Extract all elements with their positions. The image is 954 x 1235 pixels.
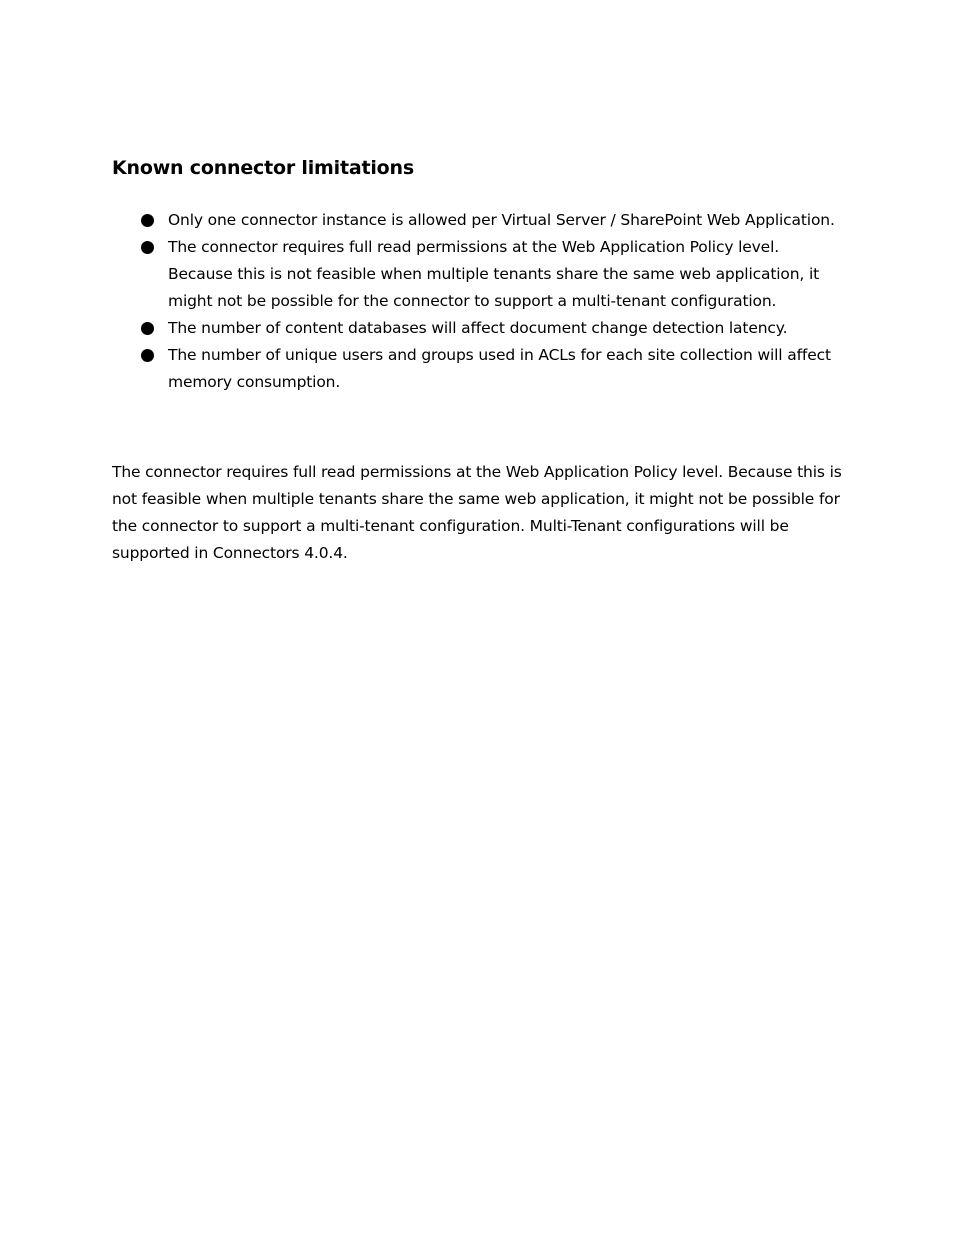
list-item-text: Only one connector instance is allowed per Virtual Server / SharePoint Web Application. xyxy=(168,211,835,229)
list-item xyxy=(112,234,842,315)
list-item-text: The number of content databases will affect document change detection latency. xyxy=(168,319,788,337)
bullet-icon xyxy=(141,349,154,362)
list-item-text: The connector requires full read permissions at the Web Application Policy level. Because this is not feasible when multiple tenants share the same web application, it might not be possible for the connector to support a multi-tenant configuration. xyxy=(168,238,820,310)
bullet-icon xyxy=(141,241,154,254)
limitations-list xyxy=(112,207,842,396)
bullet-icon xyxy=(141,214,154,227)
list-item-text: The number of unique users and groups used in ACLs for each site collection will affect memory consumption. xyxy=(168,346,831,391)
body-paragraph: The connector requires full read permissions at the Web Application Policy level. Because this is not feasible when multiple tenants share the same web application, it might not be possible for the connector to support a multi-tenant configuration. Multi-Tenant configurations will be supported in Connectors 4.0.4. xyxy=(112,463,842,562)
list-item xyxy=(112,207,842,234)
list-item xyxy=(112,342,842,396)
section-heading: Known connector limitations xyxy=(112,157,414,179)
bullet-icon xyxy=(141,322,154,335)
document-page xyxy=(112,0,842,1235)
list-item xyxy=(112,315,842,342)
